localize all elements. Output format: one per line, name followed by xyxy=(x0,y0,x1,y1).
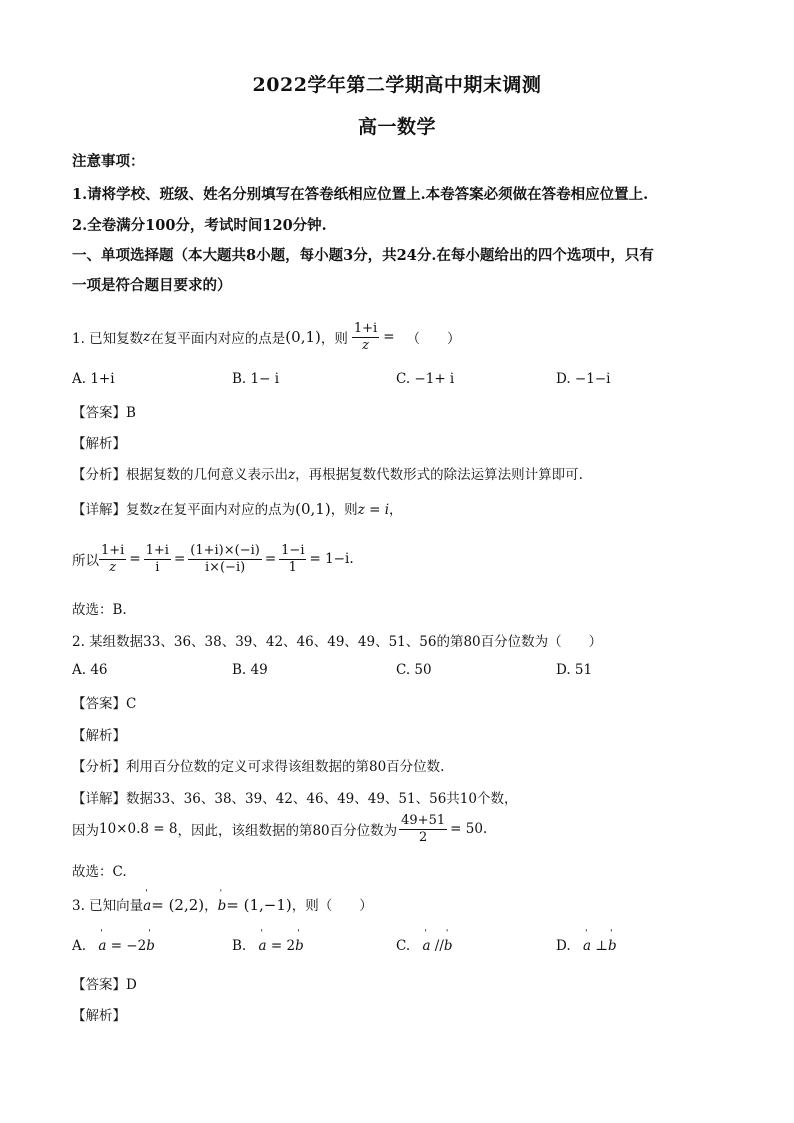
q3-stem-a: 3. 已知向量 xyxy=(72,898,144,914)
fenxi-tag: 【分析】 xyxy=(72,467,126,483)
q2-option-c: C. 50 xyxy=(396,662,432,678)
q2-detail xyxy=(72,787,517,807)
q2-frac-den: 2 xyxy=(418,829,428,845)
q3-option-b xyxy=(232,938,304,954)
notice-item-2: 2.全卷满分100分，考试时间120分钟. xyxy=(72,217,327,234)
q2-fraction xyxy=(399,813,447,846)
q3-answer-value: D xyxy=(126,977,137,993)
q3-opt-b-vec-a: ' a xyxy=(259,938,267,954)
q1-eq-2: = xyxy=(173,551,186,567)
q1-dot: . xyxy=(349,551,354,567)
q1-calculation xyxy=(72,534,354,584)
q1-stem-c: ，则 xyxy=(320,331,348,347)
question-1-stem xyxy=(72,312,461,362)
q1-option-d: D. −1−i xyxy=(556,371,611,387)
q1-detail-f: ， xyxy=(389,502,403,518)
q1-detail-point: (0,1) xyxy=(295,500,331,518)
q1-fenxi-text-b: ，再根据复数代数形式的除法运算法则计算即可. xyxy=(295,467,583,483)
q1-detail-b: 在复平面内对应的点为 xyxy=(160,502,296,518)
q3-opt-d-vec-b: ' b xyxy=(608,938,617,954)
q2-calculation xyxy=(72,806,487,852)
answer-tag: 【答案】 xyxy=(72,696,126,712)
q1-detail-a: 复数 xyxy=(126,502,153,518)
q1-answer xyxy=(72,401,136,421)
q3-eq-b: = (1,−1) xyxy=(226,896,292,914)
page-subtitle: 高一数学 xyxy=(357,116,436,138)
q2-option-a: A. 46 xyxy=(72,662,108,678)
q1-frac-den: z xyxy=(362,337,369,353)
notice-item-1: 1.请将学校、班级、姓名分别填写在答卷纸相应位置上.本卷答案必须做在答卷相应位置上. xyxy=(72,186,649,203)
q3-opt-d-label: D. xyxy=(556,938,571,954)
q3-vector-a: ' a xyxy=(143,898,151,914)
q2-frac-num: 49+51 xyxy=(401,812,446,828)
q1-so: 所以 xyxy=(72,553,99,569)
q3-opt-a-label: A. xyxy=(72,938,87,954)
q2-result: = 50 xyxy=(450,821,483,837)
q2-fenxi-text: 利用百分位数的定义可求得该组数据的第80百分位数. xyxy=(126,759,445,775)
section-heading-line1: 一、单项选择题（本大题共8小题，每小题3分，共24分.在每小题给出的四个选项中，只有 xyxy=(72,247,654,264)
q3-opt-c-vec-b: ' b xyxy=(444,938,453,954)
q3-stem-b: ，则（ ） xyxy=(291,898,373,914)
q2-detail-text: 数据33、36、38、39、42、46、49、49、51、56共10个数， xyxy=(126,791,518,807)
q1-fenxi-text-a: 根据复数的几何意义表示出 xyxy=(126,467,288,483)
q1-stem-d: = xyxy=(383,329,395,345)
q3-option-c xyxy=(396,938,453,954)
notice-heading: 注意事项： xyxy=(72,153,145,170)
q1-eq-1: = xyxy=(129,551,141,567)
q1-frac-1 xyxy=(99,543,126,576)
q1-option-b: B. 1− i xyxy=(232,371,280,387)
q1-f1-den: z xyxy=(109,559,117,575)
question-3-stem xyxy=(72,894,373,914)
page-title: 2022学年第二学期高中期末调测 xyxy=(252,74,542,96)
q2-because-b: ，因此，该组数据的第80百分位数为 xyxy=(177,823,398,839)
q3-option-d xyxy=(556,938,617,954)
q1-fraction xyxy=(352,321,379,354)
q3-answer xyxy=(72,973,137,993)
q3-analysis-tag: 【解析】 xyxy=(72,1008,126,1024)
q1-eq-3: = xyxy=(264,551,277,567)
q1-frac-2 xyxy=(144,543,171,576)
q1-detail-d: ，则 xyxy=(330,502,358,518)
q3-opt-b-label: B. xyxy=(232,938,247,954)
q3-vector-b: ' b xyxy=(218,898,227,914)
q1-frac-num: 1+i xyxy=(353,320,378,336)
q1-answer-value: B xyxy=(126,405,136,421)
q1-f4-num: 1−i xyxy=(281,542,305,558)
q1-option-a: A. 1+i xyxy=(72,371,115,387)
q2-option-b: B. 49 xyxy=(232,662,268,678)
q3-eq-a: = (2,2) xyxy=(151,896,205,914)
q2-answer-value: C xyxy=(126,696,137,712)
answer-tag: 【答案】 xyxy=(72,977,126,993)
q1-fenxi xyxy=(72,463,583,483)
q1-stem-b: 在复平面内对应的点是 xyxy=(150,331,286,347)
q2-answer xyxy=(72,692,136,712)
q1-var-z: z xyxy=(143,329,151,345)
q1-f1-num: 1+i xyxy=(101,542,125,558)
q1-detail-z-eq-i: z = i xyxy=(357,502,390,518)
q1-point: (0,1) xyxy=(285,328,321,346)
q1-paren: （ ） xyxy=(406,331,461,347)
q2-analysis-tag: 【解析】 xyxy=(72,728,126,744)
q2-because-a: 因为 xyxy=(72,823,99,839)
q1-stem-a: 1. 已知复数 xyxy=(72,331,144,347)
question-2-stem: 2. 某组数据33、36、38、39、42、46、49、49、51、56的第80百分位数为（ ） xyxy=(72,634,603,650)
q1-conclusion: 故选：B. xyxy=(72,602,127,618)
q2-option-d: D. 51 xyxy=(556,662,593,678)
q3-opt-a-rel: = −2 xyxy=(110,938,147,954)
q1-detail xyxy=(72,498,403,518)
q1-detail-var-z: z xyxy=(153,502,161,518)
q3-opt-c-label: C. xyxy=(396,938,411,954)
q3-comma: ， xyxy=(204,898,218,914)
q3-opt-c-rel: // xyxy=(434,938,444,954)
q1-f4-den: 1 xyxy=(288,559,297,575)
q3-option-a xyxy=(72,938,155,954)
q1-frac-3 xyxy=(188,543,262,576)
q3-opt-b-rel: = 2 xyxy=(270,938,296,954)
q3-opt-d-vec-a: ' a xyxy=(583,938,591,954)
section-heading-line2: 一项是符合题目要求的） xyxy=(72,277,232,294)
q3-opt-a-vec-b: ' b xyxy=(146,938,155,954)
xiangjie-tag: 【详解】 xyxy=(72,502,126,518)
q2-conclusion: 故选：C. xyxy=(72,864,127,880)
q1-f2-den: i xyxy=(155,559,160,575)
q2-dot: . xyxy=(482,821,488,837)
q2-fenxi xyxy=(72,755,444,775)
q3-opt-c-vec-a: ' a xyxy=(422,938,430,954)
q1-f3-den: i×(−i) xyxy=(204,559,246,575)
q3-opt-b-vec-b: ' b xyxy=(295,938,304,954)
q2-calc: 10×0.8 = 8 xyxy=(99,821,178,837)
q1-tail: = 1−i xyxy=(309,551,350,567)
q1-option-c: C. −1+ i xyxy=(396,371,455,387)
q1-analysis-tag: 【解析】 xyxy=(72,436,126,452)
q3-opt-a-vec-a: ' a xyxy=(98,938,106,954)
fenxi-tag: 【分析】 xyxy=(72,759,126,775)
q3-opt-d-rel: ⊥ xyxy=(595,938,608,954)
q1-fenxi-var-z: z xyxy=(288,467,296,483)
answer-tag: 【答案】 xyxy=(72,405,126,421)
q1-f3-num: (1+i)×(−i) xyxy=(190,542,260,558)
xiangjie-tag: 【详解】 xyxy=(72,791,126,807)
q1-frac-4 xyxy=(279,543,306,576)
q1-f2-num: 1+i xyxy=(145,542,169,558)
